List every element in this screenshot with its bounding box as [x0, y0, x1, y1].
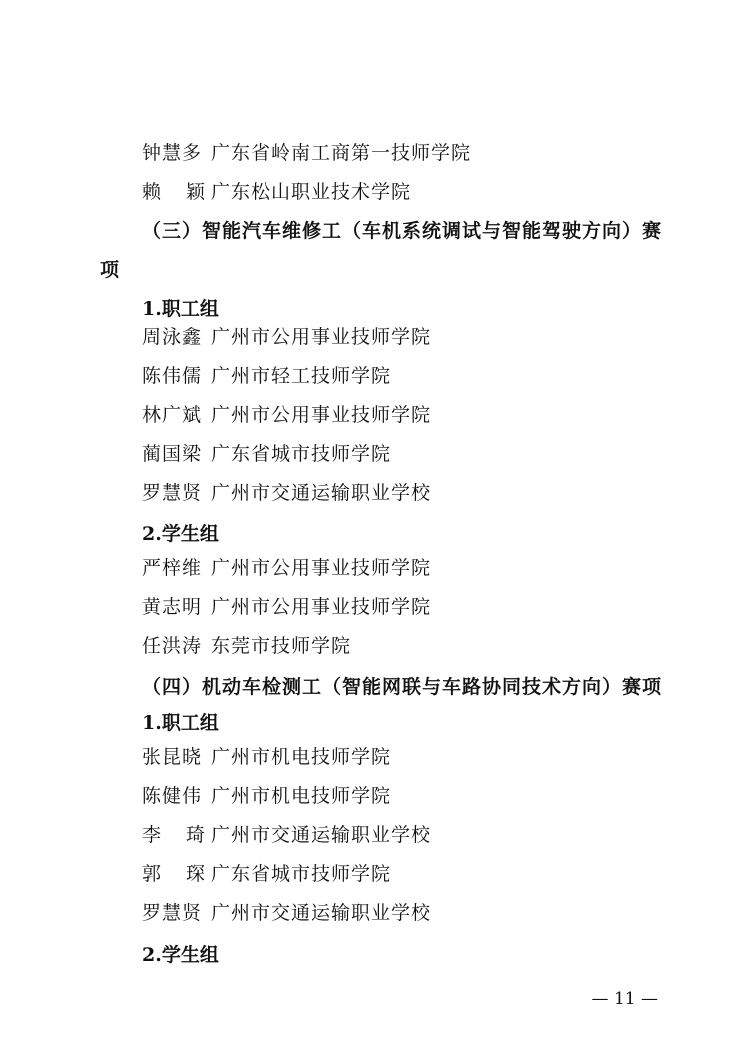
list-item — [142, 744, 391, 770]
section-heading: （四）机动车检测工（智能网联与车路协同技术方向）赛项 — [142, 676, 663, 698]
section-heading: （三）智能汽车维修工（车机系统调试与智能驾驶方向）赛 — [142, 220, 663, 242]
list-item — [142, 633, 351, 659]
organization: 广州市轻工技师学院 — [211, 365, 392, 387]
list-item — [142, 783, 391, 809]
group-title: 1.职工组 — [142, 298, 219, 320]
person-name: 张昆晓 — [142, 746, 203, 768]
name-char: 郭 — [142, 863, 163, 885]
person-name: 蔺国梁 — [142, 443, 203, 465]
list-item — [142, 402, 431, 428]
page-number: — 11 — — [591, 989, 658, 1009]
section-heading-continuation: 项 — [100, 259, 121, 281]
list-item — [142, 822, 431, 848]
name-char: 琦 — [186, 824, 207, 846]
list-item — [142, 179, 411, 205]
person-name: 严梓维 — [142, 557, 203, 579]
person-name: 罗慧贤 — [142, 482, 203, 504]
group-title: 2.学生组 — [142, 523, 219, 545]
person-name: 周泳鑫 — [142, 326, 203, 348]
organization: 广州市机电技师学院 — [211, 746, 392, 768]
person-name: 林广斌 — [142, 404, 203, 426]
person-name: 钟慧多 — [142, 142, 203, 164]
name-char: 李 — [142, 824, 163, 846]
group-title: 1.职工组 — [142, 712, 219, 734]
person-name — [142, 861, 207, 887]
organization: 广州市公用事业技师学院 — [211, 404, 432, 426]
list-item — [142, 324, 431, 350]
person-name: 任洪涛 — [142, 635, 203, 657]
list-item — [142, 480, 431, 506]
organization: 广州市公用事业技师学院 — [211, 557, 432, 579]
list-item — [142, 900, 431, 926]
person-name: 陈伟儒 — [142, 365, 203, 387]
organization: 东莞市技师学院 — [211, 635, 352, 657]
organization: 广州市公用事业技师学院 — [211, 326, 432, 348]
organization: 广州市机电技师学院 — [211, 785, 392, 807]
person-name — [142, 822, 207, 848]
organization: 广州市交通运输职业学校 — [211, 902, 432, 924]
person-name: 陈健伟 — [142, 785, 203, 807]
list-item — [142, 861, 391, 887]
name-char: 颖 — [186, 181, 207, 203]
list-item — [142, 555, 431, 581]
organization: 广州市交通运输职业学校 — [211, 824, 432, 846]
organization: 广东省城市技师学院 — [211, 863, 392, 885]
organization: 广东省城市技师学院 — [211, 443, 392, 465]
name-char: 琛 — [186, 863, 207, 885]
list-item — [142, 140, 471, 166]
organization: 广州市交通运输职业学校 — [211, 482, 432, 504]
name-char: 赖 — [142, 181, 163, 203]
list-item — [142, 594, 431, 620]
list-item — [142, 441, 391, 467]
person-name: 黄志明 — [142, 596, 203, 618]
organization: 广州市公用事业技师学院 — [211, 596, 432, 618]
organization: 广东松山职业技术学院 — [211, 181, 412, 203]
person-name: 罗慧贤 — [142, 902, 203, 924]
group-title: 2.学生组 — [142, 944, 219, 966]
list-item — [142, 363, 391, 389]
person-name — [142, 179, 207, 205]
organization: 广东省岭南工商第一技师学院 — [211, 142, 472, 164]
